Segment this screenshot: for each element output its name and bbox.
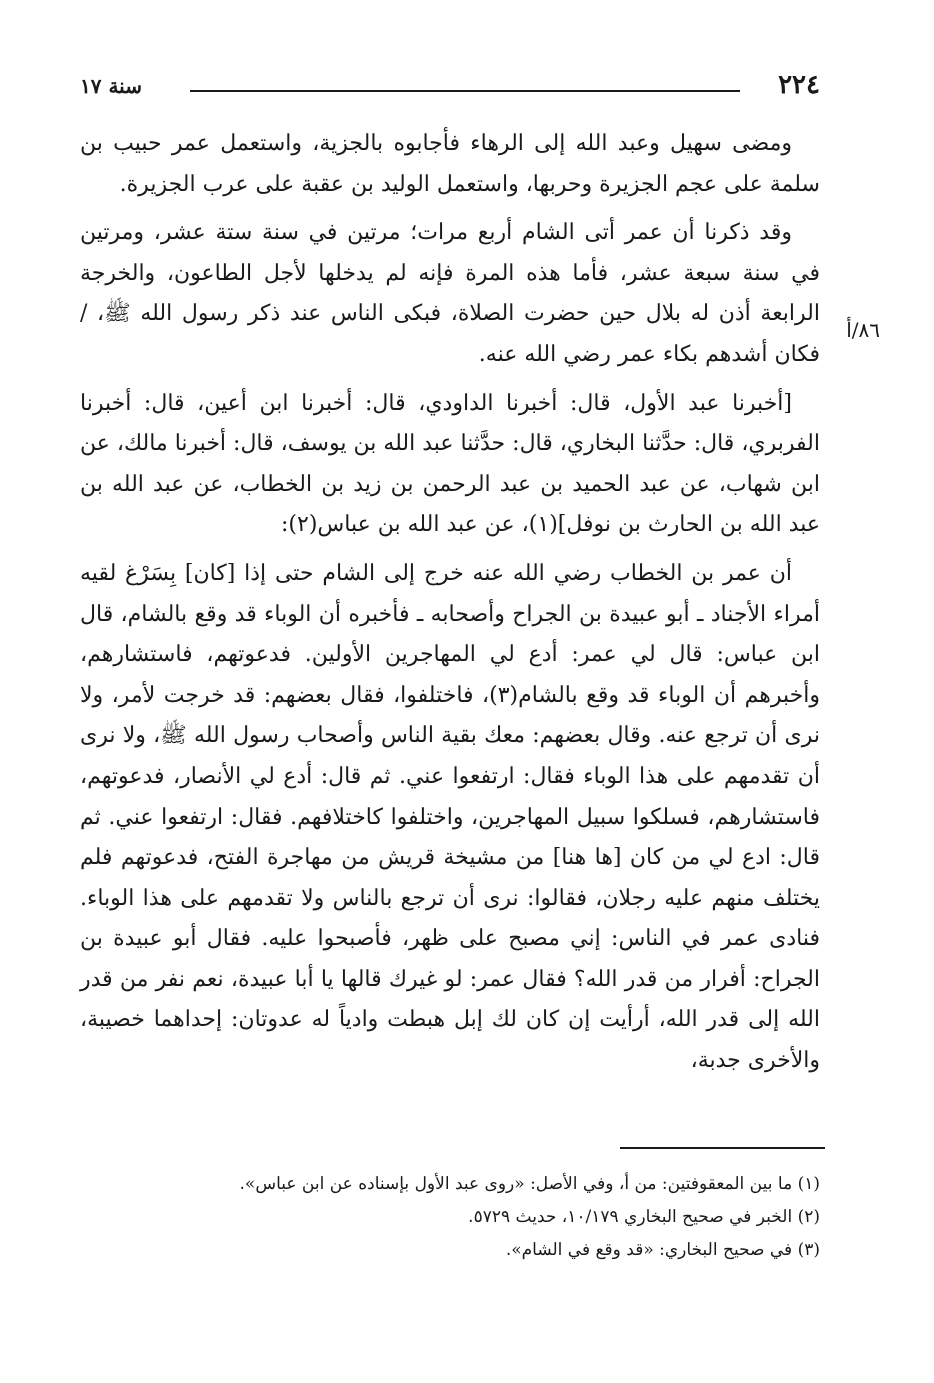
paragraph-2: وقد ذكرنا أن عمر أتى الشام أربع مرات؛ مرتين في سنة ستة عشر، ومرتين في سنة سبعة عشر، فأما هذه المرة فإنه لم يدخلها لأجل الطاعون، والخرجة الرابعة أذن له بلال حين حضرت الصلاة، فبكى الناس عند ذكر رسول الله ﷺ، / فكان أشدهم بكاء عمر رضي الله عنه. bbox=[80, 220, 820, 367]
footnote-2: (٢) الخبر في صحيح البخاري ١٠/١٧٩، حديث ٥٧٢٩. bbox=[468, 1207, 820, 1227]
paragraph-isnad: [أخبرنا عبد الأول، قال: أخبرنا الداودي، قال: أخبرنا ابن أعين، قال: أخبرنا الفربري، قال: حدَّثنا البخاري، قال: حدَّثنا عبد الله بن يوسف، قال: أخبرنا مالك، عن ابن شهاب، عن عبد الحميد بن عبد الرحمن بن زيد بن الخطاب، عن عبد الله بن عبد الله بن الحارث بن نوفل](١)، عن عبد الله بن عباس(٢): bbox=[80, 390, 820, 538]
main-text bbox=[80, 124, 820, 1090]
paragraph-1: ومضى سهيل وعبد الله إلى الرهاء فأجابوه بالجزية، واستعمل عمر حبيب بن سلمة على عجم الجزيرة وحربها، واستعمل الوليد بن عقبة على عرب الجزيرة. bbox=[80, 131, 820, 197]
footnote-1: (١) ما بين المعقوفتين: من أ، وفي الأصل: «روى عبد الأول بإسناده عن ابن عباس». bbox=[239, 1174, 820, 1194]
footnote-separator bbox=[620, 1147, 825, 1149]
header-rule bbox=[190, 90, 740, 92]
page-number: ٢٢٤ bbox=[778, 70, 820, 100]
paragraph-hadith: أن عمر بن الخطاب رضي الله عنه خرج إلى الشام حتى إذا [كان] بِسَرْغ لقيه أمراء الأجناد ـ أبو عبيدة بن الجراح وأصحابه ـ فأخبره أن الوباء قد وقع بالشام، قال ابن عباس: قال لي عمر: أدع لي المهاجرين الأولين. فدعوتهم، فاستشارهم، وأخبرهم أن الوباء قد وقع بالشام(٣)، فاختلفوا، فقال بعضهم: قد خرجت لأمر، ولا نرى أن ترجع عنه. وقال بعضهم: معك بقية الناس وأصحاب رسول الله ﷺ، ولا نرى أن تقدمهم على هذا الوباء فقال: ارتفعوا عني. ثم قال: أدع لي الأنصار، فدعوتهم، فاستشارهم، فسلكوا سبيل المهاجرين، واختلفوا كاختلافهم. فقال: ارتفعوا عني. ثم قال: ادع لي من كان [ها هنا] من مشيخة قريش من مهاجرة الفتح، فدعوتهم فلم يختلف منهم عليه رجلان، فقالوا: نرى أن ترجع بالناس ولا تقدمهم على هذا الوباء. فنادى عمر في الناس: إني مصبح على ظهر، فأصبحوا عليه. فقال أبو عبيدة بن الجراح: أفرار من قدر الله؟ فقال عمر: لو غيرك قالها يا أبا عبيدة، نعم نفر من قدر الله إلى قدر الله، أرأيت إن كان لك إبل هبطت وادياً له عدوتان: إحداهما خصيبة، والأخرى جدبة، bbox=[80, 560, 820, 1074]
page-header bbox=[80, 66, 820, 106]
running-title: سنة ١٧ bbox=[80, 74, 142, 98]
footnotes bbox=[150, 1168, 820, 1267]
footnote-3: (٣) في صحيح البخاري: «قد وقع في الشام». bbox=[505, 1240, 820, 1260]
margin-folio-note: ٨٦/أ bbox=[846, 318, 880, 342]
